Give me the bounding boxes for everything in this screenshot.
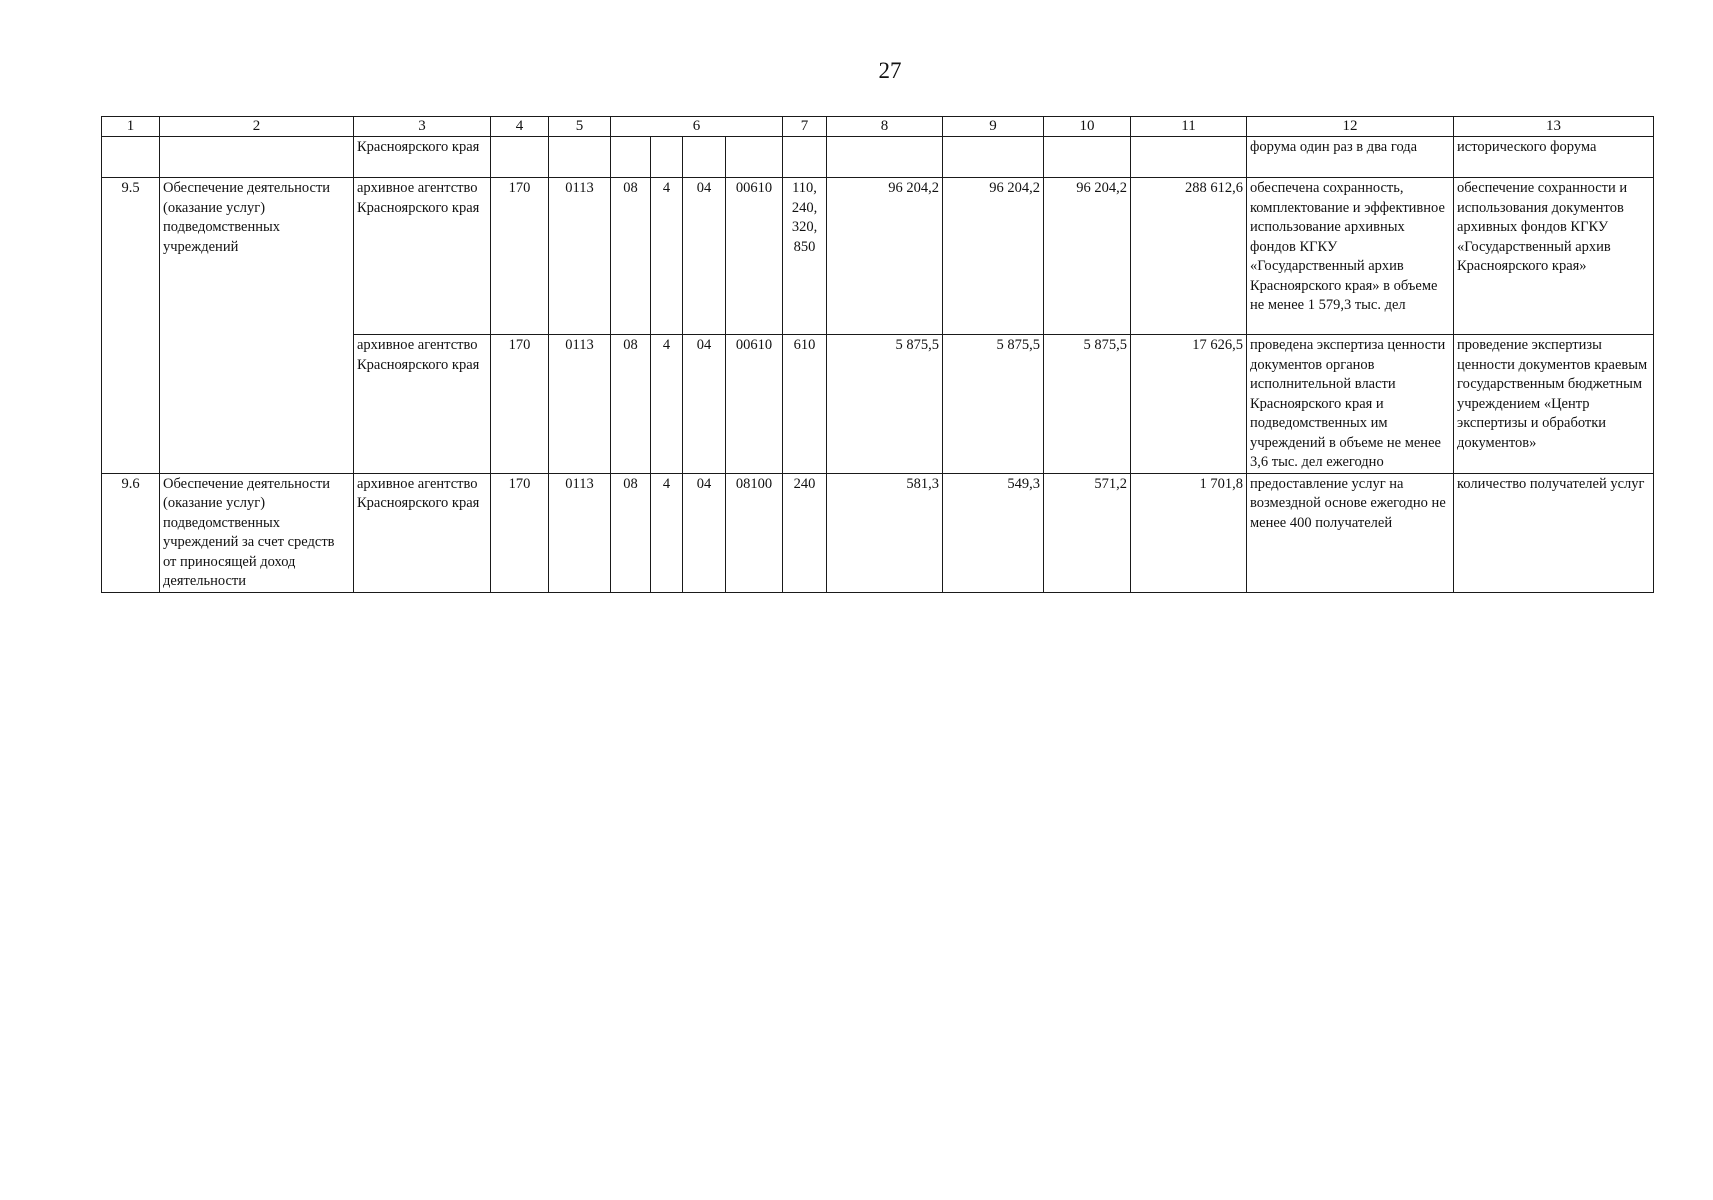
header-col-8: 8 (827, 117, 943, 137)
header-col-6: 6 (611, 117, 783, 137)
cell-indicator: обеспечение сохранности и использования документов архивных фондов КГКУ «Государственный архив Красноярского края» (1454, 178, 1654, 335)
header-col-1: 1 (102, 117, 160, 137)
cell-col8: 5 875,5 (827, 335, 943, 474)
cell-num: 9.6 (102, 473, 160, 592)
cell-col10: 571,2 (1044, 473, 1131, 592)
cell-col6c: 04 (683, 335, 726, 474)
header-col-10: 10 (1044, 117, 1131, 137)
cell-col4: 170 (491, 178, 549, 335)
cell-col9: 549,3 (943, 473, 1044, 592)
cell-result: предоставление услуг на возмездной основе ежегодно не менее 400 получателей (1247, 473, 1454, 592)
header-col-7: 7 (783, 117, 827, 137)
cell-num: 9.5 (102, 178, 160, 474)
cell-col5: 0113 (549, 178, 611, 335)
cell-col11: 17 626,5 (1131, 335, 1247, 474)
header-col-5: 5 (549, 117, 611, 137)
cell-col8: 96 204,2 (827, 178, 943, 335)
cell-grbs: Красноярского края (354, 137, 491, 178)
cell-indicator: исторического форума (1454, 137, 1654, 178)
cell-col6a: 08 (611, 473, 651, 592)
cell-col8: 581,3 (827, 473, 943, 592)
cell-col7: 610 (783, 335, 827, 474)
cell-grbs: архивное агентство Красноярского края (354, 473, 491, 592)
cell-col6d: 00610 (726, 178, 783, 335)
cell-col6b: 4 (651, 178, 683, 335)
header-col-3: 3 (354, 117, 491, 137)
cell-col6d: 00610 (726, 335, 783, 474)
header-col-4: 4 (491, 117, 549, 137)
cell-indicator: количество получателей услуг (1454, 473, 1654, 592)
cell-col11: 288 612,6 (1131, 178, 1247, 335)
header-col-2: 2 (160, 117, 354, 137)
cell-col7: 240 (783, 473, 827, 592)
cell-grbs: архивное агентство Красноярского края (354, 178, 491, 335)
table-header-row (102, 117, 1654, 137)
cell-col6a: 08 (611, 335, 651, 474)
cell-col6b: 4 (651, 335, 683, 474)
cell-col6b: 4 (651, 473, 683, 592)
cell-col9: 5 875,5 (943, 335, 1044, 474)
cell-col6d: 08100 (726, 473, 783, 592)
cell-col6c: 04 (683, 178, 726, 335)
header-col-12: 12 (1247, 117, 1454, 137)
cell-col7: 110, 240, 320, 850 (783, 178, 827, 335)
table-row (102, 473, 1654, 592)
cell-name (160, 137, 354, 178)
cell-col10: 96 204,2 (1044, 178, 1131, 335)
cell-col11: 1 701,8 (1131, 473, 1247, 592)
header-col-13: 13 (1454, 117, 1654, 137)
cell-col9: 96 204,2 (943, 178, 1044, 335)
cell-col6a: 08 (611, 178, 651, 335)
cell-grbs: архивное агентство Красноярского края (354, 335, 491, 474)
cell-col5: 0113 (549, 335, 611, 474)
program-activities-table (101, 116, 1654, 593)
cell-col6c: 04 (683, 473, 726, 592)
cell-name: Обеспечение деятельности (оказание услуг) подведомственных учреждений за счет средств от приносящей доход деятельности (160, 473, 354, 592)
cell-col4: 170 (491, 473, 549, 592)
table-row (102, 178, 1654, 335)
header-col-9: 9 (943, 117, 1044, 137)
cell-num (102, 137, 160, 178)
table-row (102, 137, 1654, 178)
header-col-11: 11 (1131, 117, 1247, 137)
cell-result: проведена экспертиза ценности документов органов исполнительной власти Красноярского края и подведомственных им учреждений в объеме не менее 3,6 тыс. дел ежегодно (1247, 335, 1454, 474)
page-number: 27 (878, 58, 902, 83)
cell-col4: 170 (491, 335, 549, 474)
cell-name: Обеспечение деятельности (оказание услуг) подведомственных учреждений (160, 178, 354, 474)
cell-result: форума один раз в два года (1247, 137, 1454, 178)
cell-col5: 0113 (549, 473, 611, 592)
cell-indicator: проведение экспертизы ценности документов краевым государственным бюджетным учреждением «Центр экспертизы и обработки документов» (1454, 335, 1654, 474)
cell-result: обеспечена сохранность, комплектование и эффективное использование архивных фондов КГКУ «Государственный архив Красноярского края» в объеме не менее 1 579,3 тыс. дел (1247, 178, 1454, 335)
cell-col10: 5 875,5 (1044, 335, 1131, 474)
